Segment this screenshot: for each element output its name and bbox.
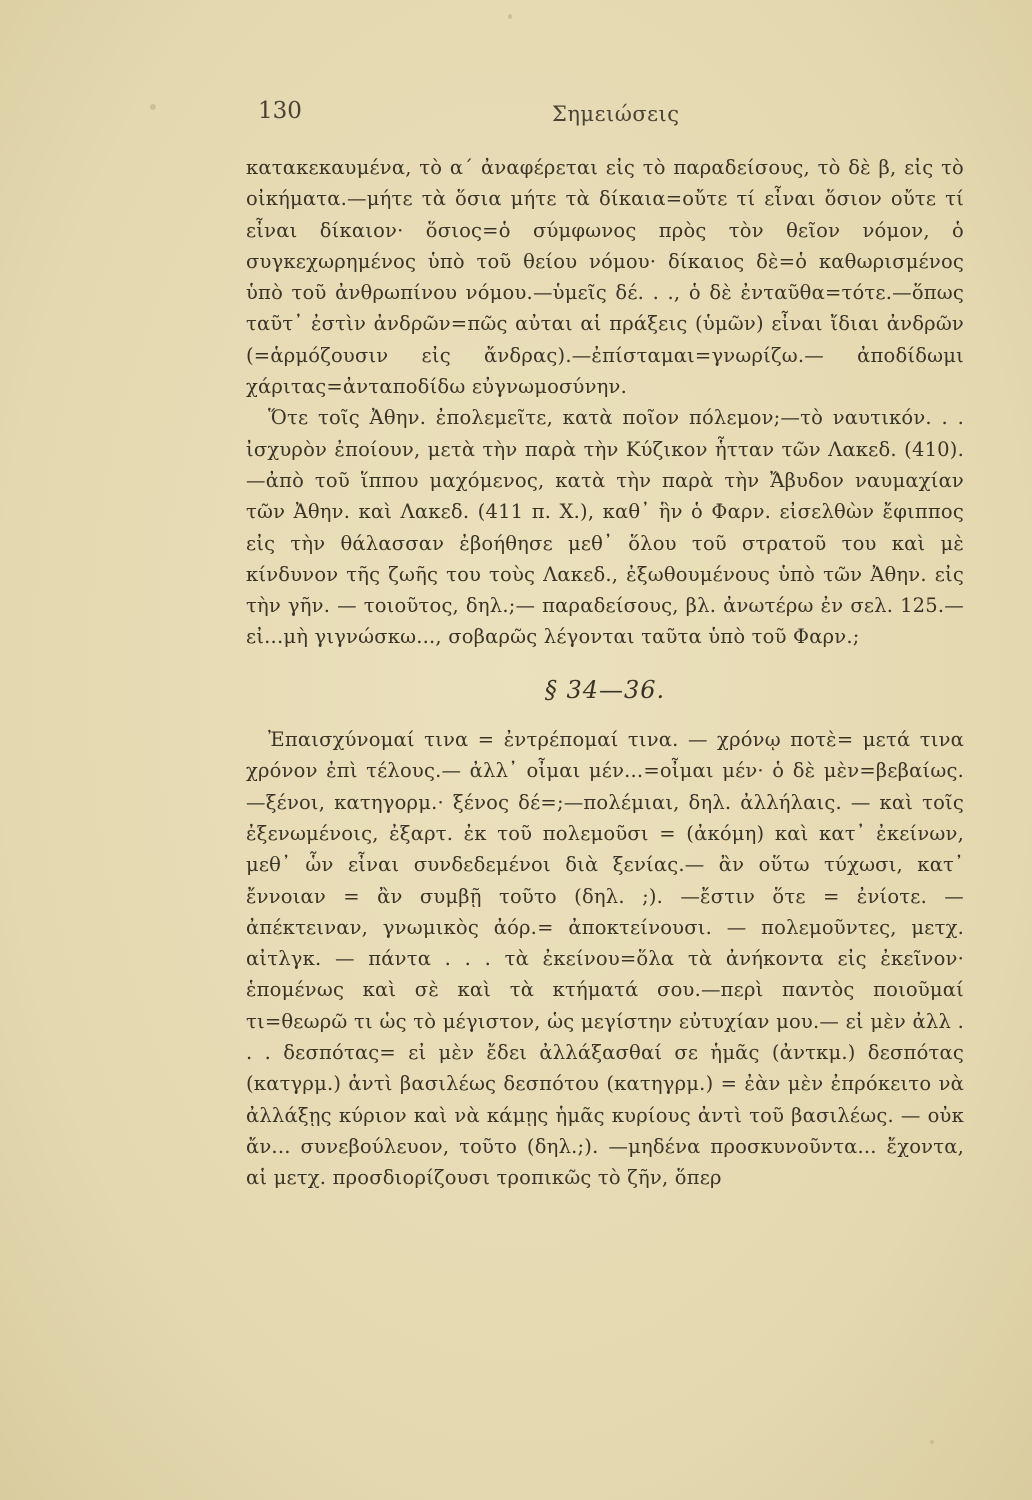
paper-speck xyxy=(508,14,512,19)
section-heading: § 34—36. xyxy=(544,675,666,704)
notes-body xyxy=(246,152,964,1194)
paper-speck xyxy=(930,1440,934,1444)
paragraph: Ὅτε τοῖς Ἀθην. ἐπολεμεῖτε, κατὰ ποῖον πόλεμον;—τὸ ναυτικόν. . . ἰσχυρὸν ἐποίουν, μετὰ τὴν παρὰ τὴν Κύζικον ἧτταν τῶν Λακεδ. (410).—ἀπὸ τοῦ ἵππου μαχόμενος, κατὰ τὴν παρὰ τὴν Ἄβυδον ναυμαχίαν τῶν Ἀθην. καὶ Λακεδ. (411 π. Χ.), καθ᾿ ἣν ὁ Φαρν. εἰσελθὼν ἔφιππος εἰς τὴν θάλασσαν ἐβοήθησε μεθ᾿ ὅλου τοῦ στρατοῦ του καὶ μὲ κίνδυνον τῆς ζωῆς του τοὺς Λακεδ., ἐξωθουμένους ὑπὸ τῶν Ἀθην. εἰς τὴν γῆν. — τοιοῦτος, δηλ.;— παραδείσους, βλ. ἀνωτέρω ἐν σελ. 125.—εἰ...μὴ γιγνώσκω..., σοβαρῶς λέγονται ταῦτα ὑπὸ τοῦ Φαρν.; xyxy=(246,406,964,649)
page-header xyxy=(0,98,1032,138)
paragraph: Ἐπαισχύνομαί τινα = ἐντρέπομαί τινα. — χρόνῳ ποτὲ= μετά τινα χρόνον ἐπὶ τέλους.— ἀλλ᾿ οἶμαι μέν...=οἶμαι μέν· ὁ δὲ μὲν=βεβαίως.—ξένοι, κατηγορμ.· ξένος δέ=;—πολέμιαι, δηλ. ἀλλήλαις. — καὶ τοῖς ἐξενωμένοις, ἐξαρτ. ἐκ τοῦ πολεμοῦσι = (ἀκόμη) καὶ κατ᾿ ἐκείνων, μεθ᾿ ὧν εἶναι συνδεδεμένοι διὰ ξενίας.— ἂν οὕτω τύχωσι, κατ᾿ ἔννοιαν = ἂν συμβῇ τοῦτο (δηλ. ;). —ἔστιν ὅτε = ἐνίοτε. — ἀπέκτειναν, γνωμικὸς ἀόρ.= ἀποκτείνουσι. — πολεμοῦντες, μετχ. αἰτλγκ. — πάντα . . . τὰ ἐκείνου=ὅλα τὰ ἀνήκοντα εἰς ἐκεῖνον· ἑπομένως καὶ σὲ καὶ τὰ κτήματά σου.—περὶ παντὸς ποιοῦμαί τι=θεωρῶ τι ὡς τὸ μέγιστον, ὡς μεγίστην εὐτυχίαν μου.— εἰ μὲν ἀλλ . . . δεσπότας= εἰ μὲν ἔδει ἀλλάξασθαί σε ἡμᾶς (ἀντκμ.) δεσπότας (κατγρμ.) ἀντὶ βασιλέως δεσπότου (κατηγρμ.) = ἐὰν μὲν ἐπρόκειτο νὰ ἀλλάξῃς κύριον καὶ νὰ κάμῃς ἡμᾶς κυρίους ἀντὶ τοῦ βασιλέως. — οὐκ ἄν... συνεβούλευον, τοῦτο (δηλ.;). —μηδένα προσκυνοῦντα... ἔχοντα, αἱ μετχ. προσδιορίζουσι τροπικῶς τὸ ζῆν, ὅπερ xyxy=(246,728,964,1190)
paragraph: κατακεκαυμένα, τὸ α΄ ἀναφέρεται εἰς τὸ παραδείσους, τὸ δὲ β, εἰς τὸ οἰκήματα.—μήτε τὰ ὅσια μήτε τὰ δίκαια=οὔτε τί εἶναι ὅσιον οὔτε τί εἶναι δίκαιον· ὅσιος=ὁ σύμφωνος πρὸς τὸν θεῖον νόμον, ὁ συγκεχωρημένος ὑπὸ τοῦ θείου νόμου· δίκαιος δὲ=ὁ καθωρισμένος ὑπὸ τοῦ ἀνθρωπίνου νόμου.—ὑμεῖς δέ. . ., ὁ δὲ ἐνταῦθα=τότε.—ὅπως ταῦτ᾿ ἐστὶν ἀνδρῶν=πῶς αὐται αἱ πράξεις (ὑμῶν) εἶναι ἴδιαι ἀνδρῶν (=ἁρμόζουσιν εἰς ἄνδρας).—ἐπίσταμαι=γνωρίζω.— ἀποδίδωμι χάριτας=ἀνταποδίδω εὐγνωμοσύνην. xyxy=(246,156,964,399)
running-title: Σημειώσεις xyxy=(552,102,680,126)
page-number: 130 xyxy=(258,98,302,124)
